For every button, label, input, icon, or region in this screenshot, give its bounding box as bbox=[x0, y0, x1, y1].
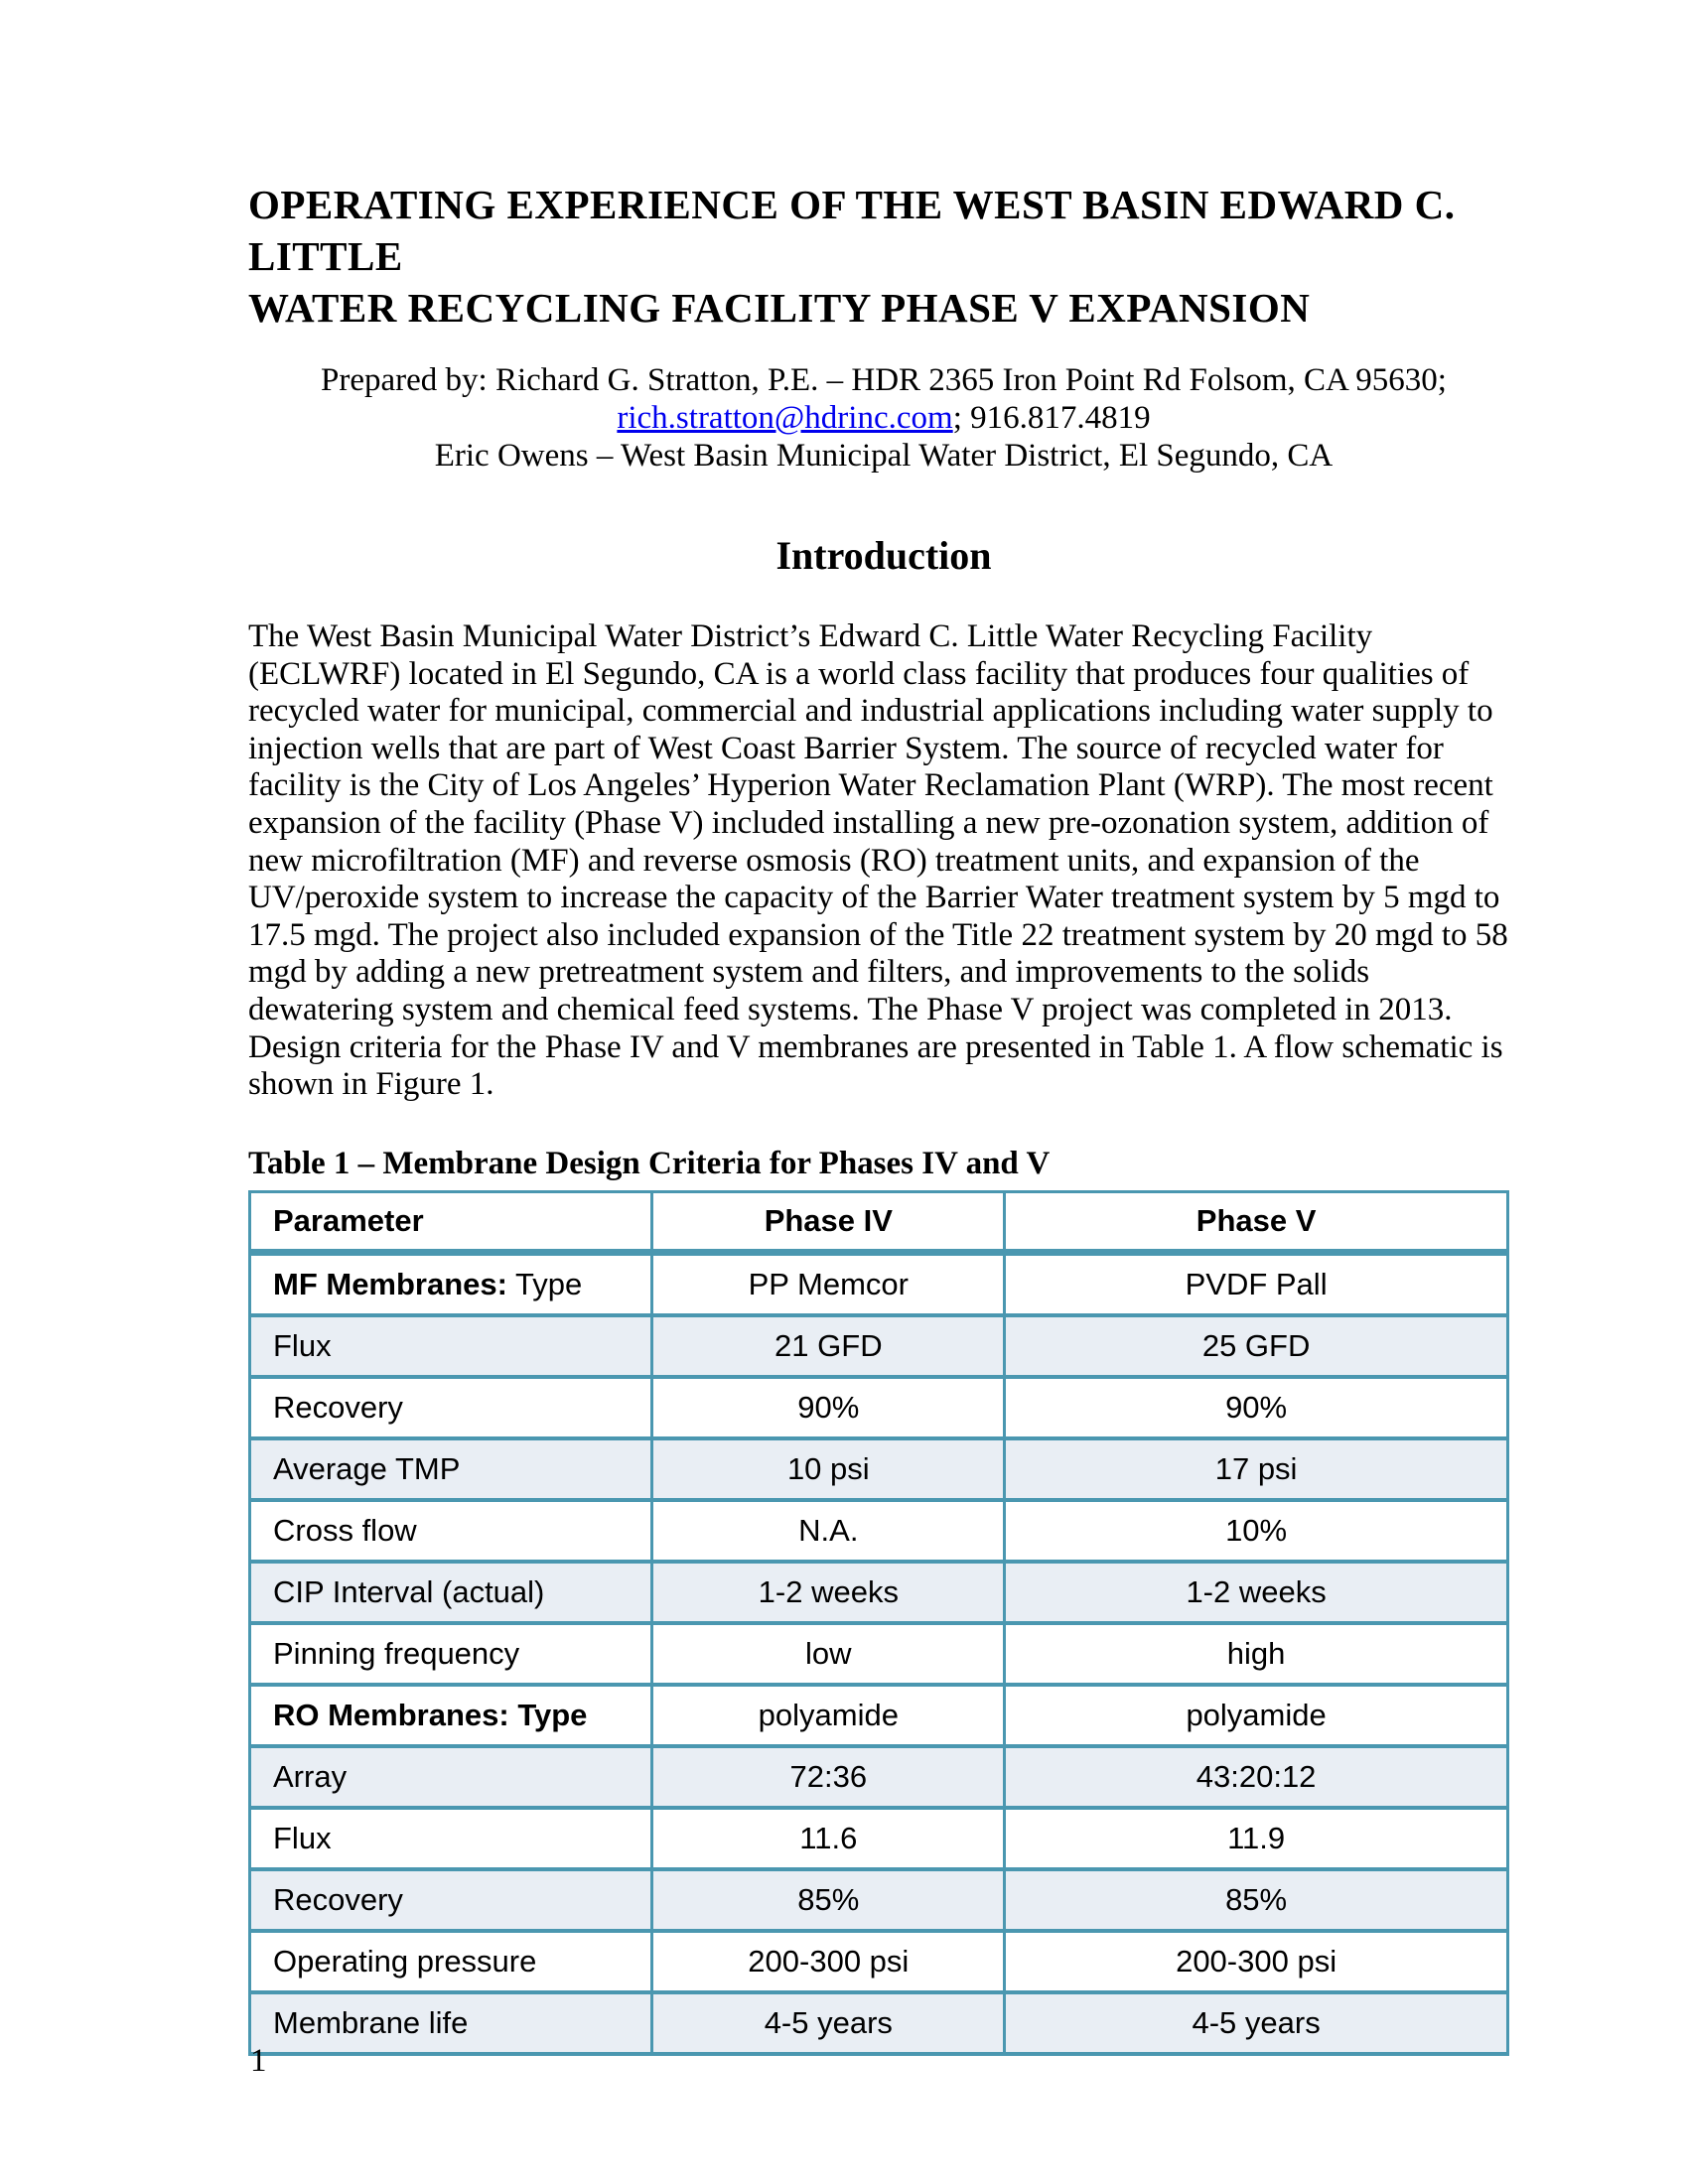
parameter-label: Membrane life bbox=[273, 2004, 469, 2040]
phase-v-value-cell: PVDF Pall bbox=[1005, 1252, 1508, 1315]
parameter-label: Pinning frequency bbox=[273, 1635, 520, 1671]
phase-iv-value-cell: PP Memcor bbox=[652, 1252, 1005, 1315]
membrane-design-criteria-table bbox=[248, 1190, 1509, 2056]
table-header-row bbox=[250, 1191, 1508, 1252]
table-row bbox=[250, 1500, 1508, 1562]
parameter-cell bbox=[250, 1438, 652, 1500]
table-row bbox=[250, 1808, 1508, 1869]
parameter-label: CIP Interval (actual) bbox=[273, 1573, 545, 1609]
phase-v-value-cell: 43:20:12 bbox=[1005, 1746, 1508, 1808]
parameter-cell bbox=[250, 1808, 652, 1869]
phase-iv-value-cell: N.A. bbox=[652, 1500, 1005, 1562]
phase-iv-value-cell: 10 psi bbox=[652, 1438, 1005, 1500]
phase-iv-value-cell: 90% bbox=[652, 1377, 1005, 1438]
parameter-cell bbox=[250, 1992, 652, 2054]
parameter-label: Recovery bbox=[273, 1881, 403, 1917]
parameter-cell bbox=[250, 1562, 652, 1623]
table-row bbox=[250, 1869, 1508, 1931]
document-title-line-2: WATER RECYCLING FACILITY PHASE V EXPANSION bbox=[248, 285, 1311, 331]
email-link[interactable]: rich.stratton@hdrinc.com bbox=[617, 400, 953, 436]
parameter-cell bbox=[250, 1746, 652, 1808]
introduction-paragraph: The West Basin Municipal Water District’s Edward C. Little Water Recycling Facility (ECLWRF) located in El Segundo, CA is a world class facility that produces four qualities of recycled water for municipal, commercial and industrial applications including water supply to injection wells that are part of West Coast Barrier System. The source of recycled water for facility is the City of Los Angeles’ Hyperion Water Reclamation Plant (WRP). The most recent expansion of the facility (Phase V) included installing a new pre-ozonation system, addition of new microfiltration (MF) and reverse osmosis (RO) treatment units, and expansion of the UV/peroxide system to increase the capacity of the Barrier Water treatment system by 5 mgd to 17.5 mgd. The project also included expansion of the Title 22 treatment system by 20 mgd to 58 mgd by adding a new pretreatment system and filters, and improvements to the solids dewatering system and chemical feed systems. The Phase V project was completed in 2013. Design criteria for the Phase IV and V membranes are presented in Table 1. A flow schematic is shown in Figure 1. bbox=[248, 618, 1508, 1103]
document-title-line-1: OPERATING EXPERIENCE OF THE WEST BASIN EDWARD C. LITTLE bbox=[248, 182, 1456, 279]
phase-v-value-cell: high bbox=[1005, 1623, 1508, 1685]
phase-v-value-cell: 200-300 psi bbox=[1005, 1931, 1508, 1992]
parameter-label: Type bbox=[506, 1266, 583, 1301]
parameter-label: Recovery bbox=[273, 1389, 403, 1425]
phase-iv-value-cell: 85% bbox=[652, 1869, 1005, 1931]
table-row bbox=[250, 1438, 1508, 1500]
parameter-label: Array bbox=[273, 1758, 348, 1794]
phase-iv-value-cell: 200-300 psi bbox=[652, 1931, 1005, 1992]
table-row bbox=[250, 1746, 1508, 1808]
table-row bbox=[250, 1623, 1508, 1685]
byline-line-1: Prepared by: Richard G. Stratton, P.E. – HDR 2365 Iron Point Rd Folsom, CA 95630; bbox=[321, 362, 1447, 398]
parameter-label: Flux bbox=[273, 1820, 332, 1855]
table-row bbox=[250, 1931, 1508, 1992]
phase-v-value-cell: 17 psi bbox=[1005, 1438, 1508, 1500]
parameter-label: Average TMP bbox=[273, 1450, 461, 1486]
parameter-cell bbox=[250, 1623, 652, 1685]
phase-v-value-cell: 1-2 weeks bbox=[1005, 1562, 1508, 1623]
parameter-cell bbox=[250, 1315, 652, 1377]
column-header-phase-v: Phase V bbox=[1005, 1191, 1508, 1252]
parameter-cell bbox=[250, 1869, 652, 1931]
phase-iv-value-cell: 4-5 years bbox=[652, 1992, 1005, 2054]
parameter-label-bold: RO Membranes: Type bbox=[273, 1697, 588, 1732]
column-header-parameter: Parameter bbox=[250, 1191, 652, 1252]
phase-v-value-cell: 90% bbox=[1005, 1377, 1508, 1438]
phase-iv-value-cell: polyamide bbox=[652, 1685, 1005, 1746]
phase-v-value-cell: 4-5 years bbox=[1005, 1992, 1508, 2054]
parameter-cell bbox=[250, 1377, 652, 1438]
page-number: 1 bbox=[250, 2043, 267, 2079]
phase-v-value-cell: 85% bbox=[1005, 1869, 1508, 1931]
table-row bbox=[250, 1377, 1508, 1438]
phase-iv-value-cell: low bbox=[652, 1623, 1005, 1685]
parameter-cell bbox=[250, 1252, 652, 1315]
document-title bbox=[248, 179, 1519, 334]
phase-iv-value-cell: 72:36 bbox=[652, 1746, 1005, 1808]
table-row bbox=[250, 1992, 1508, 2054]
parameter-cell bbox=[250, 1500, 652, 1562]
phase-v-value-cell: 11.9 bbox=[1005, 1808, 1508, 1869]
section-heading-introduction: Introduction bbox=[775, 533, 992, 578]
phase-iv-value-cell: 1-2 weeks bbox=[652, 1562, 1005, 1623]
column-header-phase-iv: Phase IV bbox=[652, 1191, 1005, 1252]
byline-line-3: Eric Owens – West Basin Municipal Water District, El Segundo, CA bbox=[434, 438, 1334, 474]
parameter-label: Flux bbox=[273, 1327, 332, 1363]
phase-v-value-cell: 10% bbox=[1005, 1500, 1508, 1562]
table-row bbox=[250, 1315, 1508, 1377]
table-row bbox=[250, 1562, 1508, 1623]
byline bbox=[248, 361, 1519, 475]
parameter-label: Operating pressure bbox=[273, 1943, 537, 1979]
phase-v-value-cell: 25 GFD bbox=[1005, 1315, 1508, 1377]
parameter-cell bbox=[250, 1931, 652, 1992]
byline-line-2 bbox=[248, 399, 1519, 437]
parameter-label-bold: MF Membranes: bbox=[273, 1266, 507, 1301]
table-row bbox=[250, 1252, 1508, 1315]
table-row bbox=[250, 1685, 1508, 1746]
phase-iv-value-cell: 11.6 bbox=[652, 1808, 1005, 1869]
table-1-caption: Table 1 – Membrane Design Criteria for Phases IV and V bbox=[248, 1145, 1051, 1181]
byline-phone: ; 916.817.4819 bbox=[952, 400, 1151, 436]
phase-iv-value-cell: 21 GFD bbox=[652, 1315, 1005, 1377]
parameter-cell bbox=[250, 1685, 652, 1746]
parameter-label: Cross flow bbox=[273, 1512, 417, 1548]
phase-v-value-cell: polyamide bbox=[1005, 1685, 1508, 1746]
table-body bbox=[250, 1252, 1508, 2054]
